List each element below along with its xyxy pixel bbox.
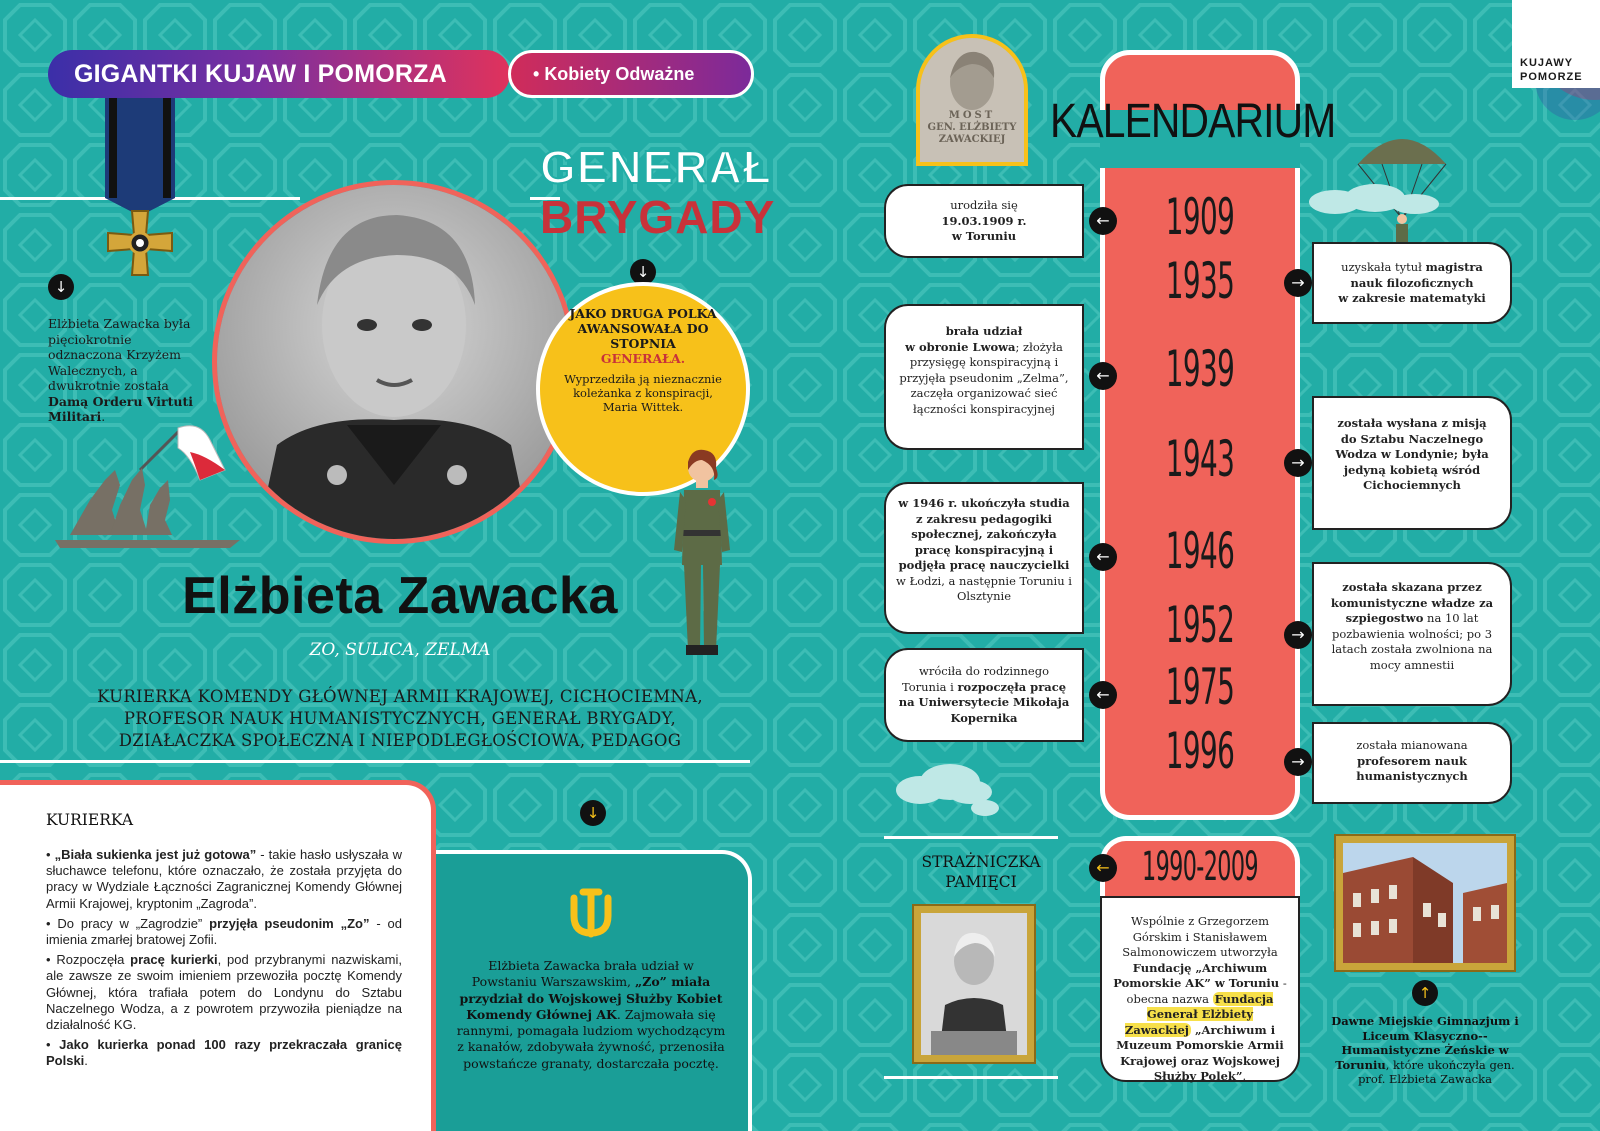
courier-bullets bbox=[46, 847, 402, 1070]
event-1935-bold-3: w zakresie matematyki bbox=[1338, 291, 1486, 305]
bubble-red-text: GENERAŁA. bbox=[600, 351, 686, 366]
arrow-left-icon[interactable]: ← bbox=[1089, 362, 1117, 390]
role-line-2: PROFESOR NAUK HUMANISTYCZNYCH, GENERAŁ BRYGADY, bbox=[123, 709, 677, 728]
pseudonyms: ZO, SULICA, ZELMA bbox=[309, 640, 491, 660]
event-1943-bold: została wysłana z misją do Sztabu Naczelnego Wodza w Londynie; była jedyną kobietą wśród Cichociemnych bbox=[1335, 416, 1489, 492]
series-title: GIGANTKI KUJAW I POMORZA bbox=[74, 60, 447, 88]
event-card-1996 bbox=[1312, 722, 1512, 804]
event-card-1946 bbox=[884, 482, 1084, 634]
medal-note bbox=[48, 316, 198, 425]
category-pill[interactable]: • Kobiety Odważne bbox=[508, 50, 754, 98]
school-building-photo bbox=[1336, 836, 1514, 970]
event-1975-bold: rozpoczęła pracę na Uniwersytecie Mikołaja Kopernika bbox=[898, 679, 1070, 725]
event-1946-text: w Łodzi, a następnie Toruniu i Olsztynie bbox=[896, 573, 1072, 603]
arrow-left-icon[interactable]: ← bbox=[1089, 543, 1117, 571]
cloud-icon bbox=[1305, 180, 1445, 220]
event-1909-place: w Toruniu bbox=[951, 229, 1017, 243]
event-1909-date: 19.03.1909 r. bbox=[941, 213, 1027, 228]
virtuti-militari-medal-icon bbox=[95, 98, 185, 298]
bridge-plaque-photo bbox=[916, 34, 1028, 166]
arrow-down-icon: ↓ bbox=[48, 274, 74, 300]
uprising-panel bbox=[436, 850, 752, 1131]
medal-note-bold: Damą Orderu Virtuti Militari bbox=[48, 393, 194, 424]
arrow-left-icon[interactable]: ← bbox=[1089, 681, 1117, 709]
arrow-down-icon: ↓ bbox=[580, 800, 606, 826]
period-bold-1: Fundację „Archiwum Pomorskie AK” w Toruniu bbox=[1113, 960, 1280, 990]
arrow-right-icon[interactable]: → bbox=[1284, 449, 1312, 477]
guardian-line-2: PAMIĘCI bbox=[945, 873, 1017, 891]
event-1952-text: na 10 lat pozbawienia wolności; po 3 latach została zwolniona na mocy amnestii bbox=[1331, 611, 1493, 672]
soldier-woman-illustration bbox=[672, 440, 732, 670]
courier-bullet-1-bold: „Biała sukienka jest już gotowa” bbox=[54, 847, 257, 862]
event-1952-bold: została skazana przez komunistyczne władze za szpiegostwo bbox=[1330, 580, 1494, 625]
period-text-3: . bbox=[1242, 1069, 1247, 1083]
uprising-text-1: Elżbieta Zawacka brała udział w Powstaniu Warszawskim, bbox=[471, 958, 694, 990]
courier-bullet-1: • „Biała sukienka jest już gotowa” - takie hasło usłyszała w słuchawce telefonu, które oznaczało, że została przyjęta do pracy w Wydziale Łączności Zagranicznej Komendy Głównej Armii Krajowej, kryptonim „Zagroda”. bbox=[46, 847, 402, 911]
period-label: 1990-2009 bbox=[1141, 844, 1259, 890]
role-line-3: DZIAŁACZKA SPOŁECZNA I NIEPODLEGŁOŚCIOWA, PEDAGOG bbox=[118, 731, 682, 750]
event-1935-bold-1: magistra bbox=[1425, 260, 1483, 274]
divider-line bbox=[884, 836, 1058, 839]
courier-bullet-3-bold: pracę kurierki bbox=[130, 952, 218, 968]
elderly-portrait-photo bbox=[914, 906, 1034, 1062]
courier-bullet-3-pre: Rozpoczęła bbox=[56, 952, 131, 968]
guardian-title bbox=[884, 852, 1078, 892]
series-title-pill bbox=[48, 50, 510, 98]
plaque-line-3: ZAWACKIEJ bbox=[938, 134, 1006, 145]
arrow-right-icon[interactable]: → bbox=[1284, 621, 1312, 649]
event-1935-bold-2: nauk filozoficznych bbox=[1350, 275, 1474, 290]
role-line-1: KURIERKA KOMENDY GŁÓWNEJ ARMII KRAJOWEJ, CICHOCIEMNA, bbox=[97, 687, 703, 706]
bubble-plain-text: Wyprzedziła ją nieznacznie koleżanka z konspiracji, Maria Wittek. bbox=[564, 372, 722, 414]
year-1952: 1952 bbox=[1165, 596, 1235, 654]
event-card-1909 bbox=[884, 184, 1084, 258]
courier-bullet-2: • Do pracy w „Zagrodzie” przyjęła pseudonim „Zo” - od imienia zmarłej bratowej Zofii. bbox=[46, 915, 402, 948]
year-1909: 1909 bbox=[1165, 188, 1235, 246]
school-caption-bold: Dawne Miejskie Gimnazjum i Liceum Klasyczno--Humanistyczne Żeńskie w Toruniu bbox=[1331, 1014, 1519, 1072]
roles-list bbox=[40, 686, 760, 752]
event-1939-bold-2: w obronie Lwowa bbox=[905, 339, 1016, 354]
school-caption-text: , które ukończyła gen. prof. Elżbieta Zawacka bbox=[1358, 1057, 1515, 1087]
period-bold-2: „Archiwum i Muzeum Pomorskie Armii Krajowej oraz Wojskowej Służby Polek” bbox=[1116, 1022, 1284, 1083]
arrow-up-icon: ↑ bbox=[1412, 980, 1438, 1006]
plaque-line-2: GEN. ELŻBIETY bbox=[927, 122, 1017, 133]
year-1996: 1996 bbox=[1165, 722, 1235, 780]
event-card-1935 bbox=[1312, 242, 1512, 324]
year-1935: 1935 bbox=[1165, 252, 1235, 310]
period-card bbox=[1100, 896, 1300, 1082]
plaque-inscription bbox=[920, 110, 1024, 146]
courier-bullet-2-bold: przyjęła pseudonim „Zo” bbox=[209, 915, 370, 931]
year-1975: 1975 bbox=[1165, 658, 1235, 716]
event-card-1975 bbox=[884, 648, 1084, 742]
divider-line bbox=[884, 1076, 1058, 1079]
period-highlight: Fundacja Generał Elżbiety Zawackiej bbox=[1124, 991, 1274, 1037]
courier-bullet-3-post: , pod przybranymi nazwiskami, ale zawsze ze swoim imieniem przewoziła pocztę Komendy Głównej, która trafiała potem do Londynu do Sztabu Naczelnego Wodza, a z powrotem przywoziła pieniądze na działalność KG. bbox=[46, 952, 402, 1033]
guardian-line-1: STRAŻNICZKA bbox=[921, 853, 1041, 871]
arrow-down-icon: ↓ bbox=[630, 259, 656, 285]
event-1996-text: została mianowana bbox=[1356, 738, 1468, 752]
brand-logo bbox=[1512, 0, 1600, 88]
year-1939: 1939 bbox=[1165, 340, 1235, 398]
event-card-1939 bbox=[884, 304, 1084, 450]
medal-note-text: Elżbieta Zawacka była pięciokrotnie odznaczona Krzyżem Walecznych, a dwukrotnie została bbox=[48, 316, 191, 393]
courier-bullet-4-bold: Jako kurierka ponad 100 razy przekraczała granicę Polski bbox=[46, 1037, 402, 1069]
medal-note-end: . bbox=[101, 409, 106, 424]
event-1935-text: uzyskała tytuł bbox=[1341, 260, 1426, 274]
courier-bullet-1-text: - takie hasło usłyszała w słuchawce telefonu, które oznaczało, że została przyjęta do pracy w Wydziale Łączności Zagranicznej Komendy Głównej Armii Krajowej, kryptonim „Zagroda”. bbox=[46, 847, 402, 911]
event-1939-text: ; złożyła przysięgę konspiracyjną i przyjęła pseudonim „Zelma”, zaczęła organizować sieć łączności konspiracyjnej bbox=[899, 339, 1069, 416]
event-1996-bold: profesorem nauk humanistycznych bbox=[1356, 753, 1468, 783]
divider-line bbox=[0, 760, 750, 763]
arrow-left-icon[interactable]: ← bbox=[1089, 207, 1117, 235]
logo-line-1: KUJAWY bbox=[1520, 57, 1574, 69]
event-1946-bold: w 1946 r. ukończyła studia z zakresu pedagogiki społecznej, zakończyła pracę konspiracyjną i podjęła pracę nauczycielki bbox=[898, 496, 1070, 572]
category-label: Kobiety Odważne bbox=[544, 64, 695, 84]
soldiers-with-flag-illustration bbox=[50, 410, 240, 550]
courier-bullet-4: • Jako kurierka ponad 100 razy przekraczała granicę Polski. bbox=[46, 1037, 402, 1069]
period-text-1: Wspólnie z Grzegorzem Górskim i Stanisławem Salmonowiczem utworzyła bbox=[1122, 914, 1278, 959]
courier-bullet-2-post: - od imienia zmarłej bratowej Zofii. bbox=[46, 915, 402, 948]
arrow-right-icon[interactable]: → bbox=[1284, 269, 1312, 297]
logo-line-2: POMORZE bbox=[1520, 71, 1583, 83]
courier-bullet-3: • Rozpoczęła pracę kurierki, pod przybranymi nazwiskami, ale zawsze ze swoim imieniem przewoziła pocztę Komendy Głównej, która trafiała potem do Londynu do Sztabu Naczelnego Wodza, a z powrotem przywoziła pieniądze na działalność KG. bbox=[46, 952, 402, 1033]
event-card-1952 bbox=[1312, 562, 1512, 706]
event-card-1943 bbox=[1312, 396, 1512, 530]
courier-bullet-2-pre: Do pracy w „Zagrodzie” bbox=[57, 915, 210, 931]
arrow-left-icon[interactable]: ← bbox=[1089, 854, 1117, 882]
cloud-icon bbox=[890, 760, 1000, 820]
rank-line-2: BRYGADY bbox=[540, 191, 776, 243]
period-text-2: - obecna nazwa bbox=[1126, 976, 1287, 1006]
portrait-photo bbox=[212, 180, 576, 544]
courier-heading: KURIERKA bbox=[46, 811, 134, 829]
plaque-line-1: MOST bbox=[948, 110, 996, 121]
bubble-bold-text: JAKO DRUGA POLKA AWANSOWAŁA DO STOPNIA bbox=[569, 306, 717, 351]
event-1939-bold-1: brała udział bbox=[945, 324, 1023, 338]
courier-panel bbox=[0, 780, 436, 1131]
uprising-text-bold: „Zo” miała przydział do Wojskowej Służby Kobiet Komendy Głównej AK bbox=[459, 974, 723, 1022]
uprising-text bbox=[456, 958, 726, 1072]
person-name: Elżbieta Zawacka bbox=[182, 567, 618, 625]
rank-line-1: GENERAŁ bbox=[540, 141, 772, 193]
uprising-text-3: . Zajmowała się rannymi, pomagała ludziom wychodzącym z kanałów, zdobywała żywność, przenosiła powstańcze granaty, dostarczała pocztę. bbox=[456, 1006, 726, 1071]
arrow-right-icon[interactable]: → bbox=[1284, 748, 1312, 776]
courier-bullet-4-post: . bbox=[84, 1053, 88, 1069]
calendar-title: KALENDARIUM bbox=[1050, 95, 1336, 148]
year-1946: 1946 bbox=[1165, 522, 1235, 580]
polska-walczaca-anchor-icon bbox=[566, 888, 616, 940]
year-1943: 1943 bbox=[1165, 430, 1235, 488]
event-1909-text: urodziła się bbox=[950, 198, 1018, 212]
school-caption bbox=[1330, 1014, 1520, 1087]
event-1975-text: wróciła do rodzinnego Torunia i bbox=[901, 664, 1049, 694]
